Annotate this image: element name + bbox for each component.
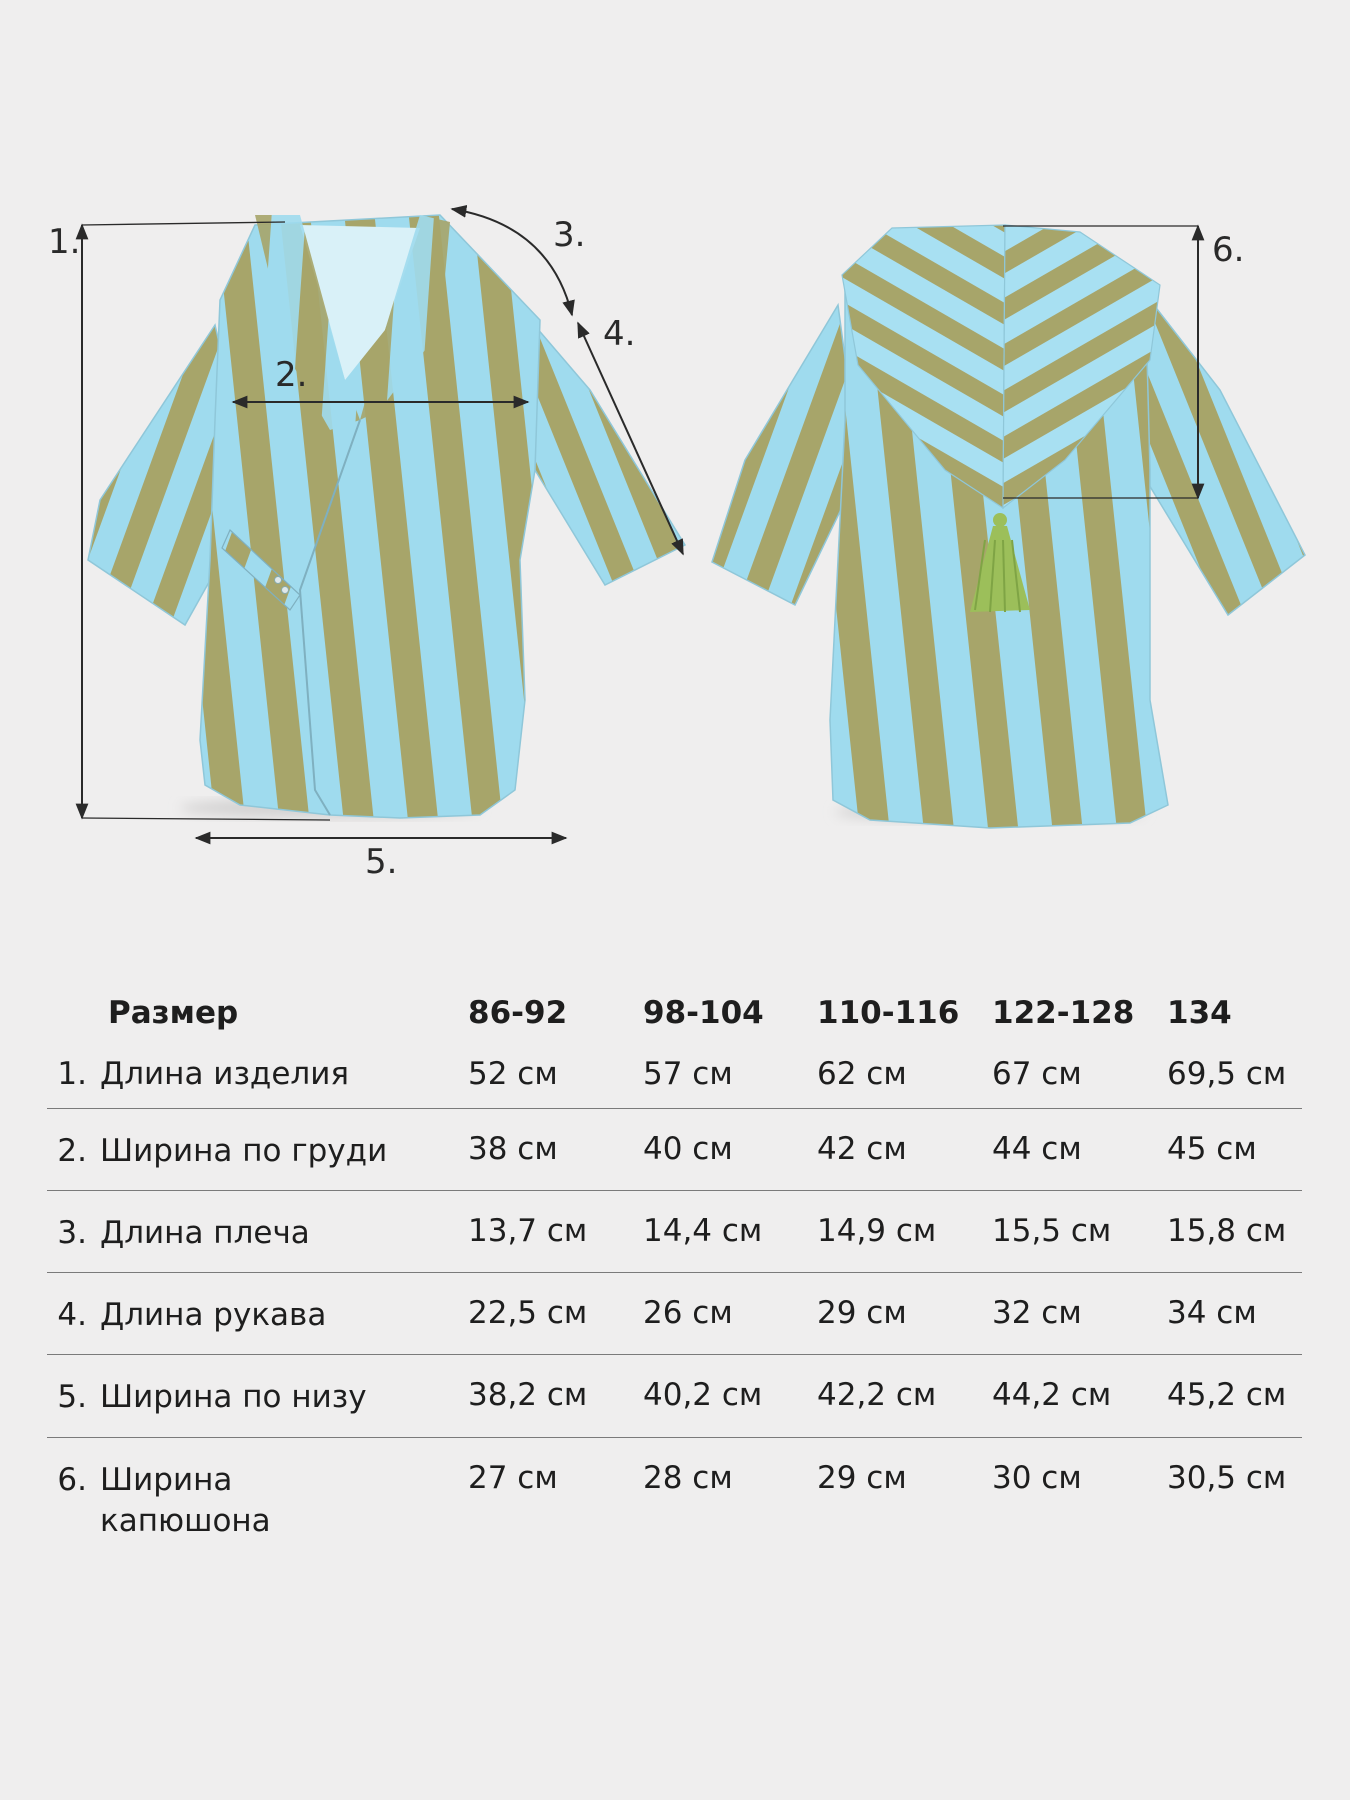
table-cell: 28 см xyxy=(643,1460,733,1496)
table-cell: 52 см xyxy=(468,1056,558,1092)
table-cell: 27 см xyxy=(468,1460,558,1496)
row-label: Ширина капюшона xyxy=(100,1462,271,1539)
table-cell: 22,5 см xyxy=(468,1295,588,1331)
table-cell: 32 см xyxy=(992,1295,1082,1331)
header-size-1: 86-92 xyxy=(468,995,568,1031)
row-number: 3. xyxy=(57,1215,87,1251)
table-cell: 44 см xyxy=(992,1131,1082,1167)
row-number: 2. xyxy=(57,1133,87,1169)
table-cell: 69,5 см xyxy=(1167,1056,1287,1092)
table-header xyxy=(47,985,1302,1050)
measurement-label-1: 1. xyxy=(48,222,81,262)
robe-back xyxy=(712,225,1305,828)
table-row xyxy=(47,1272,1302,1354)
table-cell: 34 см xyxy=(1167,1295,1257,1331)
row-number: 5. xyxy=(57,1379,87,1415)
measurement-label-6: 6. xyxy=(1212,230,1245,270)
table-cell: 42,2 см xyxy=(817,1377,937,1413)
row-number: 6. xyxy=(57,1462,87,1498)
table-cell: 40 см xyxy=(643,1131,733,1167)
table-cell: 45 см xyxy=(1167,1131,1257,1167)
table-cell: 38,2 см xyxy=(468,1377,588,1413)
table-cell: 67 см xyxy=(992,1056,1082,1092)
row-number: 4. xyxy=(57,1297,87,1333)
header-size-5: 134 xyxy=(1167,995,1232,1031)
table-cell: 14,9 см xyxy=(817,1213,937,1249)
row-label: Ширина по груди xyxy=(100,1133,388,1169)
row-label: Ширина по низу xyxy=(100,1379,367,1415)
table-cell: 15,8 см xyxy=(1167,1213,1287,1249)
measurement-label-3: 3. xyxy=(553,215,586,255)
header-size-2: 98-104 xyxy=(643,995,764,1031)
table-row xyxy=(47,1108,1302,1190)
table-cell: 44,2 см xyxy=(992,1377,1112,1413)
size-table xyxy=(47,985,1302,1558)
table-cell: 57 см xyxy=(643,1056,733,1092)
table-cell: 29 см xyxy=(817,1460,907,1496)
table-cell: 38 см xyxy=(468,1131,558,1167)
table-cell: 30,5 см xyxy=(1167,1460,1287,1496)
table-cell: 26 см xyxy=(643,1295,733,1331)
table-cell: 45,2 см xyxy=(1167,1377,1287,1413)
row-label: Длина плеча xyxy=(100,1215,310,1251)
table-row xyxy=(47,1354,1302,1437)
row-number: 1. xyxy=(57,1056,87,1092)
table-cell: 14,4 см xyxy=(643,1213,763,1249)
measurement-label-5: 5. xyxy=(365,842,398,882)
table-cell: 42 см xyxy=(817,1131,907,1167)
measurement-label-2: 2. xyxy=(275,355,308,395)
header-size-3: 110-116 xyxy=(817,995,960,1031)
table-cell: 13,7 см xyxy=(468,1213,588,1249)
measurement-label-4: 4. xyxy=(603,314,636,354)
table-cell: 29 см xyxy=(817,1295,907,1331)
table-row xyxy=(47,1190,1302,1272)
header-param: Размер xyxy=(108,995,239,1031)
table-cell: 62 см xyxy=(817,1056,907,1092)
table-row xyxy=(47,1050,1302,1108)
table-cell: 30 см xyxy=(992,1460,1082,1496)
header-size-4: 122-128 xyxy=(992,995,1135,1031)
table-cell: 15,5 см xyxy=(992,1213,1112,1249)
table-row xyxy=(47,1437,1302,1558)
table-cell: 40,2 см xyxy=(643,1377,763,1413)
robe-front xyxy=(88,215,685,818)
row-label: Длина рукава xyxy=(100,1297,327,1333)
row-label: Длина изделия xyxy=(100,1056,350,1092)
